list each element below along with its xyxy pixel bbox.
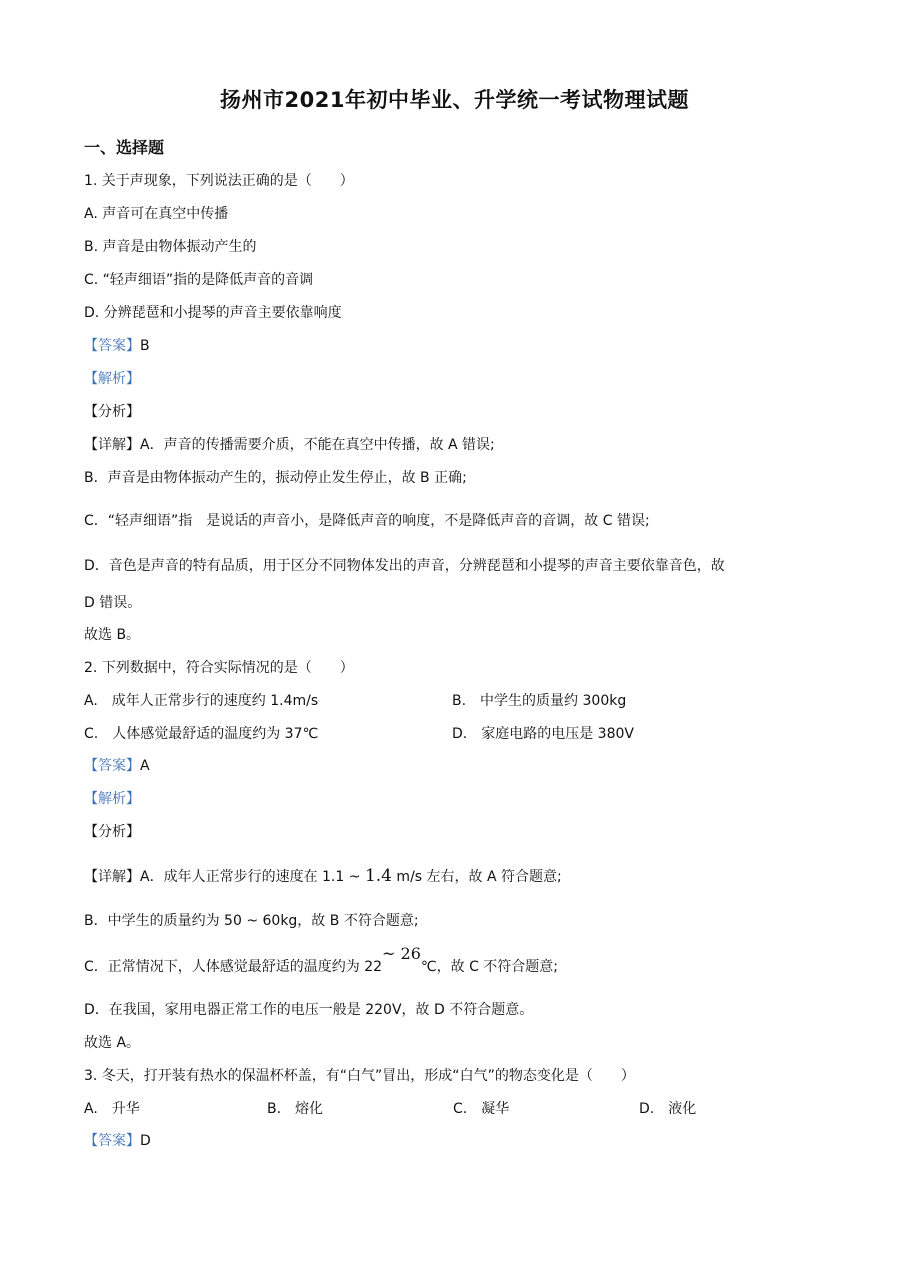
q2-option-a: A. 成年人正常步行的速度约 1.4m/s xyxy=(84,693,319,709)
answer-value: A xyxy=(140,758,150,774)
q2-detail-d: D．在我国，家用电器正常工作的电压一般是 220V，故 D 不符合题意。 xyxy=(84,1002,534,1018)
detail-label: 【详解】 xyxy=(84,869,140,885)
q3-option-c: C. 凝华 xyxy=(453,1101,510,1117)
q2-answer xyxy=(84,756,150,776)
section-heading: 一、选择题 xyxy=(84,138,165,157)
q1-option-a: A. 声音可在真空中传播 xyxy=(84,206,229,222)
q2-detail-b: B．中学生的质量约为 50 ~ 60kg，故 B 不符合题意; xyxy=(84,913,419,929)
q3-answer xyxy=(84,1131,151,1151)
q2-option-b: B. 中学生的质量约 300kg xyxy=(452,693,627,709)
answer-value: D xyxy=(140,1133,151,1149)
page-title: 扬州市2021年初中毕业、升学统一考试物理试题 xyxy=(220,88,689,112)
q2-stem: 2. 下列数据中，符合实际情况的是（ ） xyxy=(84,660,354,676)
answer-label: 【答案】 xyxy=(84,758,140,774)
detail-text-tail: ℃，故 C 不符合题意; xyxy=(420,959,559,975)
answer-label: 【答案】 xyxy=(84,1133,140,1149)
q3-stem: 3. 冬天，打开装有热水的保温杯杯盖，有“白气”冒出，形成“白气”的物态变化是（ ） xyxy=(84,1068,635,1084)
q2-option-c: C. 人体感觉最舒适的温度约为 37℃ xyxy=(84,726,319,742)
answer-label: 【答案】 xyxy=(84,338,140,354)
q1-detail-c: C．“轻声细语”指 是说话的声音小，是降低声音的响度，不是降低声音的音调，故 C 错误; xyxy=(84,513,650,529)
fenxi-label: 【分析】 xyxy=(84,824,140,840)
q2-detail-a xyxy=(84,866,562,887)
q3-option-b: B. 熔化 xyxy=(267,1101,324,1117)
q1-answer xyxy=(84,336,150,356)
analysis-label: 【解析】 xyxy=(84,371,140,387)
q2-option-d: D. 家庭电路的电压是 380V xyxy=(452,726,634,742)
detail-text: A．成年人正常步行的速度在 1.1 ~ xyxy=(140,869,365,885)
q3-option-d: D. 液化 xyxy=(639,1101,697,1117)
q1-detail-d-line2: D 错误。 xyxy=(84,595,142,611)
q1-stem: 1. 关于声现象，下列说法正确的是（ ） xyxy=(84,173,354,189)
q1-detail-a xyxy=(84,435,495,455)
fenxi-label: 【分析】 xyxy=(84,404,140,420)
q2-detail-c xyxy=(84,944,559,977)
q1-option-c: C. “轻声细语”指的是降低声音的音调 xyxy=(84,272,314,288)
q1-option-b: B. 声音是由物体振动产生的 xyxy=(84,239,257,255)
q3-option-a: A. 升华 xyxy=(84,1101,140,1117)
q1-conclusion: 故选 B。 xyxy=(84,627,141,643)
detail-text: A．声音的传播需要介质，不能在真空中传播，故 A 错误; xyxy=(140,437,495,453)
detail-text-tail: m/s 左右，故 A 符合题意; xyxy=(391,869,562,885)
q1-detail-b: B．声音是由物体振动产生的，振动停止发生停止，故 B 正确; xyxy=(84,470,467,486)
q2-conclusion: 故选 A。 xyxy=(84,1035,141,1051)
speed-value: 1.4 xyxy=(364,866,392,886)
q1-detail-d-line1: D．音色是声音的特有品质，用于区分不同物体发出的声音，分辨琵琶和小提琴的声音主要依靠音色，故 xyxy=(84,558,725,574)
q1-option-d: D. 分辨琵琶和小提琴的声音主要依靠响度 xyxy=(84,305,342,321)
answer-value: B xyxy=(140,338,150,354)
detail-text: C．正常情况下，人体感觉最舒适的温度约为 22 xyxy=(84,959,383,975)
analysis-label: 【解析】 xyxy=(84,791,140,807)
detail-label: 【详解】 xyxy=(84,437,140,453)
temperature-range-upper: ~ 26 xyxy=(382,944,421,963)
